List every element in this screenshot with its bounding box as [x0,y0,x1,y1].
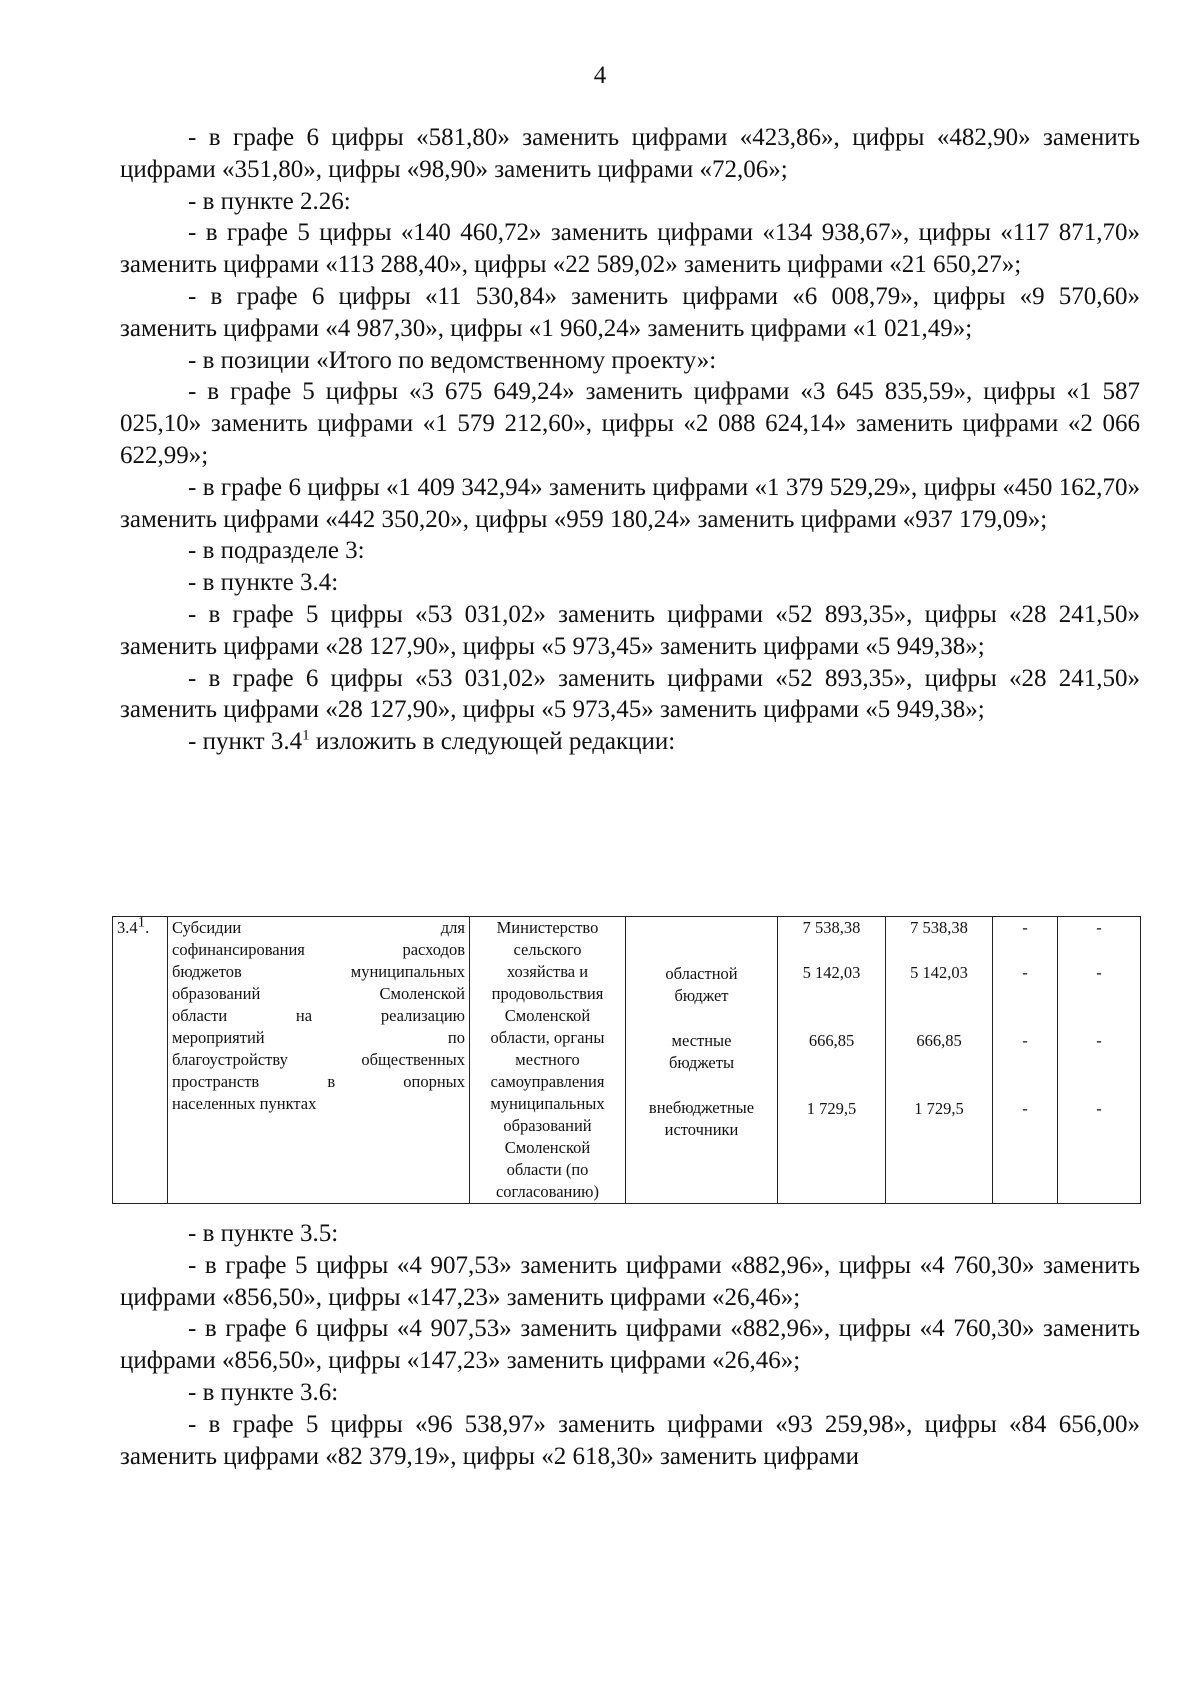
paragraph: - в графе 5 цифры «140 460,72» заменить цифрами «134 938,67», цифры «117 871,70» заменить цифрами «113 288,40», цифры «22 589,02» заменить цифрами «21 650,27»; [120,219,1140,279]
source-name: бюджеты [668,1053,735,1072]
value-regional: 5 142,03 [802,963,861,982]
item-number-cell: 3.41. [113,917,168,1204]
value-regional: 5 142,03 [910,963,968,982]
paragraph: - в пункте 3.4: [188,569,339,597]
value-col7-cell: - - - - [993,917,1058,1204]
value-local: 666,85 [808,1031,855,1050]
paragraph: - в графе 5 цифры «53 031,02» заменить цифрами «52 893,35», цифры «28 241,50» заменить цифрами «28 127,90», цифры «5 973,45» заменить цифрами «5 949,38»; [120,600,1140,660]
paragraph: - в графе 5 цифры «3 675 649,24» заменить цифрами «3 645 835,59», цифры «1 587 025,10» заменить цифрами «1 579 212,60», цифры «2 088 624,14» заменить цифрами «2 066 622,99»; [120,378,1140,469]
responsible-org-cell: Министерство сельского хозяйства и продовольствия Смоленской области, органы местного самоуправления муниципальных образований Смоленской области (по согласованию) [470,917,626,1204]
paragraph: - в подразделе 3: [188,537,365,565]
paragraph: - в позиции «Итого по ведомственному проекту»: [188,346,717,374]
lead-in-text-end: изложить в следующей редакции: [309,728,676,756]
lead-in-superscript: 1 [302,727,310,744]
paragraph: - в графе 6 цифры «11 530,84» заменить цифрами «6 008,79», цифры «9 570,60» заменить цифрами «4 987,30», цифры «1 960,24» заменить цифрами «1 021,49»; [120,282,1140,342]
paragraph: - в пункте 2.26: [188,187,351,215]
amendments-top [0,122,1200,758]
value-col5-cell [778,917,886,1204]
item-name-cell: Субсидии для софинансирования расходов бюджетов муниципальных образований Смоленской области на реализацию мероприятий по благоустройству общественных пространств в опорных населенных пунктах [168,917,470,1204]
funding-source-cell [626,917,778,1204]
paragraph: - в графе 6 цифры «1 409 342,94» заменить цифрами «1 379 529,29», цифры «450 162,70» заменить цифрами «442 350,20», цифры «959 180,24» заменить цифрами «937 179,09»; [120,473,1140,533]
value-extrabudget: 1 729,5 [914,1099,964,1118]
paragraph: - в графе 5 цифры «4 907,53» заменить цифрами «882,96», цифры «4 760,30» заменить цифрами «856,50», цифры «147,23» заменить цифрами «26,46»; [120,1251,1140,1311]
source-name: бюджет [674,986,729,1005]
value-col8-cell: - - - - [1058,917,1141,1204]
source-name: областной [665,964,738,983]
value-total: 7 538,38 [802,918,861,937]
paragraph: - в графе 6 цифры «53 031,02» заменить цифрами «52 893,35», цифры «28 241,50» заменить цифрами «28 127,90», цифры «5 973,45» заменить цифрами «5 949,38»; [120,664,1140,724]
value-col6-cell [886,917,993,1204]
value-total: 7 538,38 [910,918,968,937]
page-number: 4 [593,62,607,89]
paragraph: - в графе 6 цифры «4 907,53» заменить цифрами «882,96», цифры «4 760,30» заменить цифрами «856,50», цифры «147,23» заменить цифрами «26,46»; [120,1315,1140,1375]
table-row [113,917,1141,1204]
paragraph: - в пункте 3.6: [188,1378,339,1406]
lead-in-text: - пункт 3.4 [188,728,303,756]
paragraph: - в графе 6 цифры «581,80» заменить цифрами «423,86», цифры «482,90» заменить цифрами «351,80», цифры «98,90» заменить цифрами «72,06»; [120,124,1140,183]
value-extrabudget: 1 729,5 [806,1099,857,1118]
value-local: 666,85 [916,1031,962,1050]
paragraph: - в графе 5 цифры «96 538,97» заменить цифрами «93 259,98», цифры «84 656,00» заменить цифрами «82 379,19», цифры «2 618,30» заменить цифрами [120,1410,1140,1470]
paragraph: - в пункте 3.5: [188,1220,339,1247]
amendment-table [112,916,1141,1204]
source-name: источники [664,1120,739,1139]
source-name: местные [671,1031,732,1050]
table-lead-in [120,726,1140,758]
source-name: внебюджетные [648,1098,755,1117]
amendments-bottom [0,1218,1200,1472]
